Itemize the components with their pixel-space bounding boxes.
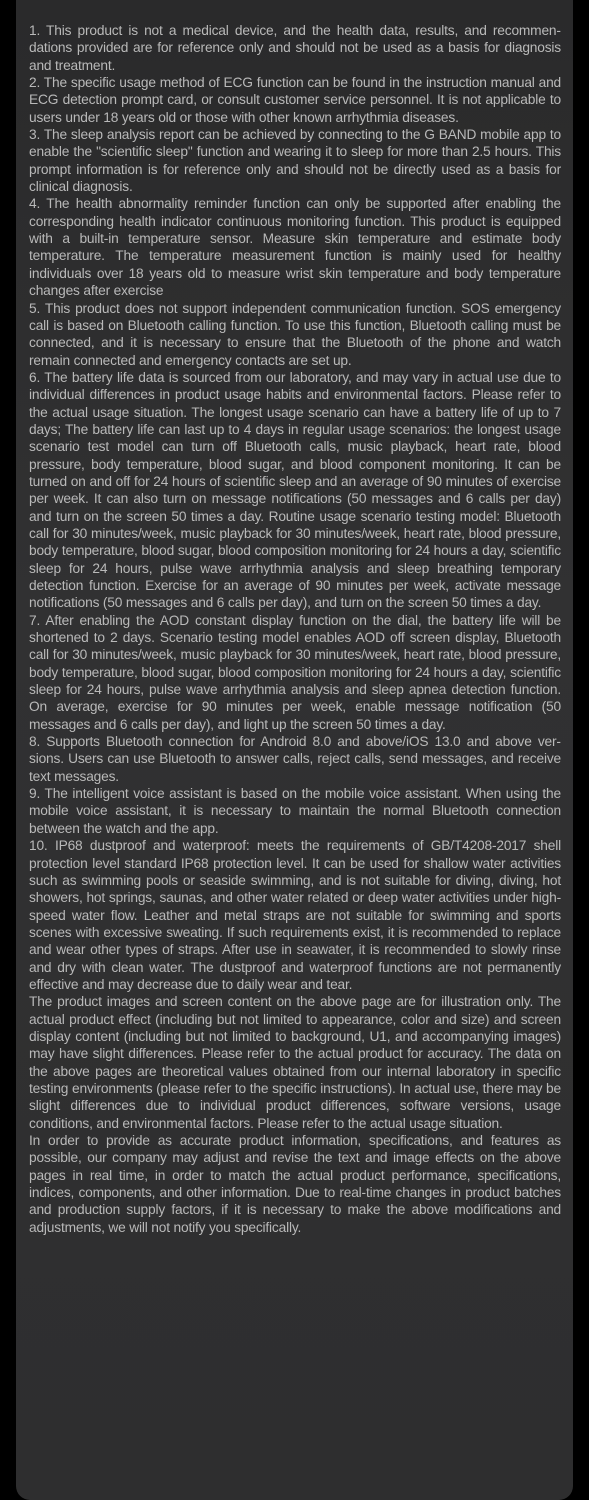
disclaimer-bluetooth-support: 8. Supports Bluetooth connection for Android 8.0 and above/iOS 13.0 and above versions. Users can use Bluetooth to answer calls, reject calls, send messages, and receive text messages. <box>29 734 561 784</box>
disclaimer-waterproof: 10. IP68 dustproof and waterproof: meets the requirements of GB/T4208-2017 shell protection level standard IP68 protection level. It can be used for shallow water activities such as swimming pools or seaside swimming, and is not suitable for diving, diving, hot showers, hot springs, saunas, and other water related or deep water activities under high-speed water flow. Leather and metal straps are not suitable for swimming and sports scenes with excessive sweating. If such requirements exist, it is recommended to replace and wear other types of straps. After use in seawater, it is recommended to slowly rinse and dry with clean water. The dustproof and waterproof functions are not permanently effective and may decrease due to daily wear and tear. <box>29 838 561 992</box>
disclaimer-ecg-usage: 2. The specific usage method of ECG function can be found in the instruction manual and ECG detection prompt card, or consult customer service personnel. It is not applicable to users under 18 years old or those with other known arrhythmia diseases. <box>29 75 561 125</box>
disclaimer-medical-device: 1. This product is not a medical device, and the health data, results, and recommendations provided are for reference only and should not be used as a basis for diagnosis and treatment. <box>29 23 561 73</box>
disclaimer-battery-life: 6. The battery life data is sourced from our laboratory, and may vary in actual use due to individual differences in product usage habits and environmental factors. Please refer to the actual usage situation. The longest usage scenario can have a battery life of up to 7 days; The battery life can last up to 4 days in regular usage scenarios: the longest usage scenario test model can turn off Bluetooth calls, music playback, heart rate, blood pressure, body temperature, blood sugar, and blood component monitoring. It can be turned on and off for 24 hours of scientific sleep and an average of 90 minutes of exercise per week. It can also turn on message notifications (50 messages and 6 calls per day) and turn on the screen 50 times a day. Routine usage scenario testing model: Bluetooth call for 30 minutes/week, music playback for 30 minutes/week, heart rate, blood pressure, body temperature, blood sugar, blood composition monitoring for 24 hours a day, scientific sleep for 24 hours, pulse wave arrhythmia analysis and sleep breathing temporary detection function. Exercise for an average of 90 minutes per week, activate message notifications (50 messages and 6 calls per day), and turn on the screen 50 times a day. <box>29 369 561 611</box>
disclaimer-aod-battery: 7. After enabling the AOD constant display function on the dial, the battery life will be shortened to 2 days. Scenario testing model enables AOD off screen display, Bluetooth call for 30 minutes/week, music playback for 30 minutes/week, heart rate, blood pressure, body temperature, blood sugar, blood composition monitoring for 24 hours a day, scientific sleep for 24 hours, pulse wave arrhythmia analysis and sleep apnea detection function. On average, exercise for 90 minutes per week, enable message notification (50 messages and 6 calls per day), and light up the screen 50 times a day. <box>29 612 561 732</box>
disclaimer-revisions: In order to provide as accurate product information, specifications, and features as possible, our company may adjust and revise the text and image effects on the above pages in real time, in order to match the actual product performance, specifications, indices, components, and other information. Due to real-time changes in product batches and production supply factors, if it is necessary to make the above modifications and adjustments, we will not notify you specifically. <box>29 1133 561 1235</box>
disclaimer-health-reminder: 4. The health abnormality reminder function can only be supported after enabling the corresponding health indicator continuous monitoring function. This product is equipped with a built-in temperature sensor. Measure skin temperature and estimate body temperature. The temperature measurement function is mainly used for healthy individuals over 18 years old to measure wrist skin temperature and body temperature changes after exercise <box>29 196 561 299</box>
disclaimer-panel <box>16 0 573 1500</box>
disclaimer-illustration: The product images and screen content on the above page are for illustration only. The actual product effect (including but not limited to appearance, color and size) and screen display content (including but not limited to background, U1, and accompanying images) may have slight differences. Please refer to the actual product for accuracy. The data on the above pages are theoretical values obtained from our internal laboratory in specific testing environments (please refer to the specific instructions). In actual use, there may be slight differences due to individual product differences, software versions, usage conditions, and environmental factors. Please refer to the actual usage situation. <box>29 994 561 1131</box>
disclaimer-sleep-analysis: 3. The sleep analysis report can be achieved by connecting to the G BAND mobile app to enable the "scientific sleep" function and wearing it to sleep for more than 2.5 hours. This prompt information is for reference only and should not be directly used as a basis for clinical diagnosis. <box>29 127 561 195</box>
disclaimer-sos-call: 5. This product does not support independent communication function. SOS emergency call is based on Bluetooth calling function. To use this function, Bluetooth calling must be connected, and it is necessary to ensure that the Bluetooth of the phone and watch remain connected and emergency contacts are set up. <box>29 300 561 368</box>
disclaimer-voice-assistant: 9. The intelligent voice assistant is based on the mobile voice assistant. When using the mobile voice assistant, it is necessary to maintain the normal Bluetooth connection between the watch and the app. <box>29 786 561 836</box>
